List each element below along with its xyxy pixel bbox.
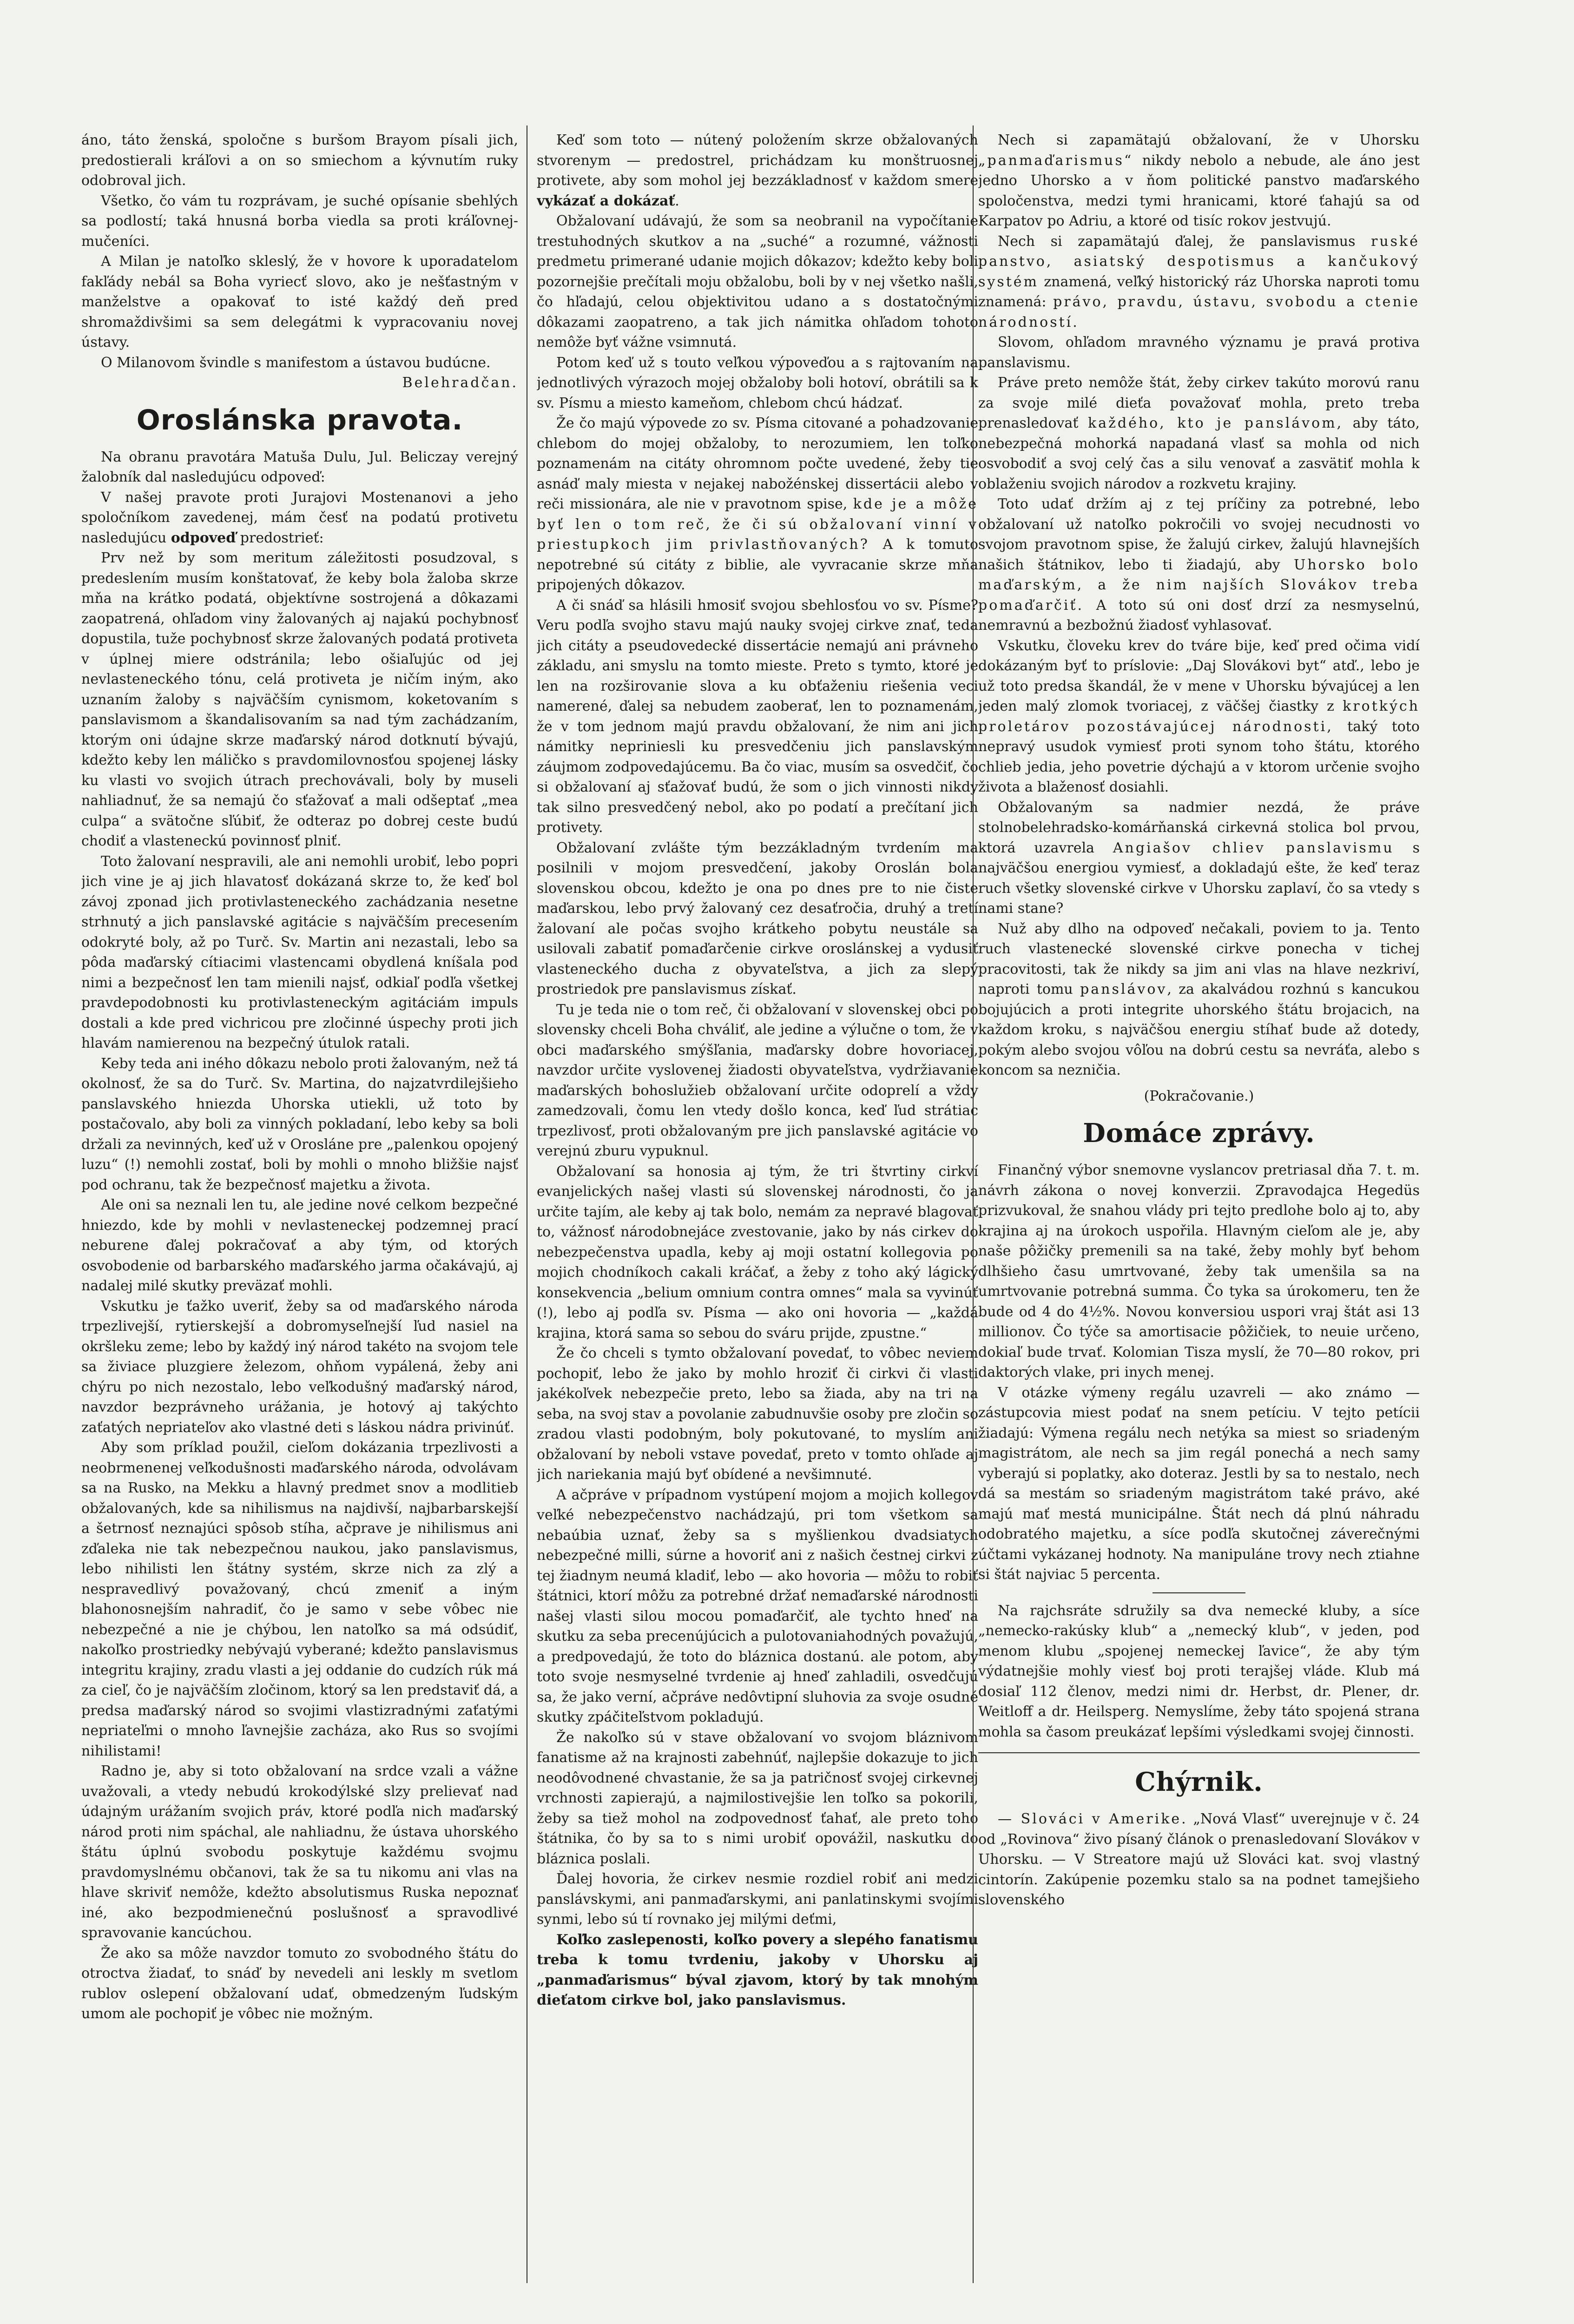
paragraph: A či snáď sa hlásili hmosiť svojou sbehlosťou vo sv. Písme? Veru podľa svojho stavu majú nauky svojej cirkve znať, teda jich citáty a pseudovedecké dissertácie nemajú ani právneho základu, ani smyslu na tomto mieste. Preto s tymto, ktoré je len na rozširovanie slova a ku obťaženiu riešenia veci namerené, ďalej sa nebudem zaoberať, len to poznamenám, že v tom jednom majú pravdu obžalovaní, že nim ani jich námitky nepriniesli ku presvedčeniu jich panslavským záujmom zodpovedajúcemu. Ba čo viac, musím sa osvedčiť, čo si obžalovaní aj sťažovať budú, že som o jich vinnosti nikdy tak silno presvedčený nebol, ako po podatí a prečítaní jich protivety. [537, 597, 978, 836]
emphasis: kde je a môže byť len o tom reč, že či sú obžalovaní vinní v priestupkoch jim privlastňovaných? [537, 496, 978, 553]
text: Nech si zapamätajú ďalej, že panslavismus [998, 233, 1356, 250]
column-right [978, 130, 1420, 2302]
continuation-note: (Pokračovanie.) [1144, 1088, 1254, 1104]
paragraph: A ačpráve v prípadnom vystúpení mojom a mojich kollegov veľké nebezpečenstvo nachádzajú, pri tom všetkom sa nebaúbia uznať, žeby sa s myšlienkou dvadsiatych nebezpečné milli, súrne a hovoriť ani z našich čestnej cirkvi z tej žiadnym neumá kladiť, lebo — ako hovoria — môžu to robiť štátnici, ktorí môžu za potrebné držať nemaďarské národnosti našej vlasti silou mocou pomaďarčiť, ale tychto hneď na skutku za seba precenújúcich a pulotovaniahodných považujú, a predpovedajú, že toto do bláznica dostanú. ale potom, aby toto svoje nesmyselné tvrdenie aj hneď zahladili, osvedčujú sa, že jako verní, ačpráve nedôvtipní sluhovia za svoje osudné skutky zpáčiteľstvom pokladujú. [537, 1486, 978, 1725]
paragraph [978, 494, 1420, 636]
paragraph: V otázke výmeny regálu uzavreli — ako známo — zástupcovia miest podať na snem petíciu. V tejto petícii žiadajú: Výmena regálu nech netýka sa miest so sriadeným magistrátom, ale nech sa jim regál ponechá a nech samy vyberajú si poplatky, ako doteraz. Jestli by sa to nestalo, nech dá sa mestám so sriadeným magistrátom také právo, aké majú mať mestá municipálne. Štát nech dá plnú náhradu odobratého majetku, a síce podľa skutočnej záverečnými účtami vykázanej hodnoty. Na manipuláne trovy nech ztiahne si štát najviac 5 percenta. [978, 1384, 1420, 1583]
text: taký toto nepravý usudok vymiesť proti synom toho štátu, ktorého chlieb jedia, jeho povetrie dýchajú a v ktorom určenie svojho života a blaženosť dosiahli. [978, 718, 1420, 795]
section-headline: Chýrnik. [1135, 1767, 1263, 1797]
author-signature: Belehradčan. [402, 375, 518, 391]
paragraph: Že ako sa môže navzdor tomuto zo svobodného štátu do otroctva žiadať, to snáď by nevedeli ani leskly m svetlom rublov oslepení obžalovaní udať, obmedzeným ľudským umom ale pochopiť je vôbec nie možným. [81, 1945, 518, 2022]
text: . [675, 192, 679, 209]
paragraph: Že čo chceli s tymto obžalovaní povedať, to vôbec neviem pochopiť, lebo že jako by mohlo hroziť či cirkvi či vlasti jakékoľvek nebezpečie preto, lebo sa žiada, aby na tri na seba, na svoj stav a povolanie zabudnuvšie osoby pre zločin so zradou vlasti podobným, boly pokutované, to myslím ani obžalovaní by neboli vstave povedať, preto v tomto ohľade aj jich nariekania majú byť obídené a nevšimnuté. [537, 1345, 978, 1483]
paragraph [978, 373, 1420, 494]
divider [978, 1752, 1420, 1753]
paragraph: Potom keď už s touto veľkou výpoveďou a s rajtovaním na jednotlivých výrazoch mojej obžaloby boli hotoví, obrátili sa k sv. Písmu a miesto kameňom, chlebom chcú hádzať. [537, 354, 978, 411]
paragraph: Ďalej hovoria, že cirkev nesmie rozdiel robiť ani medzi panslávskymi, ani panmaďarskymi, ani panlatinskymi svojími synmi, lebo sú tí rovnako jej milými deťmi, [537, 1871, 978, 1928]
section-headline: Domáce zprávy. [1083, 1118, 1315, 1149]
emphasis: Angiašov chliev panslavismu [1113, 839, 1394, 856]
text: Nuž aby dlho na odpoveď nečakali, poviem to ja. Tento ruch vlastenecké slovenské cirkve ponecha v tichej pracovitosti, tak že nikdy sa jim ani vlas na hlave nezkriví, naproti tomu [978, 920, 1420, 997]
emphasis: právo, pravdu, ústavu, svobodu a ctenie národností. [978, 294, 1420, 330]
paragraph: Na obranu pravotára Matuša Dulu, Jul. Beliczay verejný žalobník dal nasledujúcu odpoveď: [81, 449, 518, 485]
paragraph: Slovom, ohľadom mravného významu je pravá protiva panslavismu. [978, 334, 1420, 371]
emphasis: každého, kto je panslávom, [1088, 415, 1343, 431]
emphasis: ruské panstvo, asiatský despotismus a kančukový systém [978, 233, 1420, 290]
paragraph: Že nakoľko sú v stave obžalovaní vo svojom bláznivom fanatisme až na krajnosti zabehnúť, najlepšie dokazuje to jich neodôvodnené chvastanie, že sa ja patričnosť svojej cirkevnej vrchnosti zapierajú, a najmilostivejšie len toľko sa pokorili, žeby sa tiež mohol na zodpovednosť ťahať, ale preto toho štátnika, čo by sa to s nimi urobiť opovážil, naskutku do bláznica poslali. [537, 1729, 978, 1867]
paragraph [537, 413, 978, 595]
paragraph: Všetko, čo vám tu rozprávam, je suché opísanie sbehlých sa podlostí; taká hnusná borba viedla sa proti kráľovnej-mučeníci. [81, 192, 518, 250]
article-headline: Oroslánska pravota. [136, 403, 463, 436]
divider [1153, 1592, 1245, 1593]
text: „Nová Vlasť“ uverejnuje v č. 24 od „Rovinova“ živo písaný článok o prenasledovaní Slovákov v Uhorsku. — V Streatore majú už Slováci kat. svoj vlastný cintorín. Zakúpenie pozemku stalo sa na podnet tamejšieho slovenského [978, 1811, 1420, 1908]
paragraph: O Milanovom švindle s manifestom a ústavou budúcne. [101, 354, 491, 371]
paragraph: Radno je, aby si toto obžalovaní na srdce vzali a vážne uvažovali, a vtedy nebudú krokodýlské slzy prelievať nad údajným urážaním svojich práv, ktoré podľa nich maďarský národ proti nim spáchal, ale nahliadnu, že ústava uhorského štátu úplnú svobodu poskytuje každému svojmu pravdomyslnému občanovi, tak že sa tu nikomu ani vlas na hlave skriviť nemôže, kdežto absolutismus Ruska nepoznať iné, ako bezpodmienečnú poslušnosť a spravodlivé spravovanie kancúchou. [81, 1763, 518, 1941]
emphasis: — Slováci v Amerike. [998, 1811, 1188, 1827]
text: Toto udať držím aj z tej príčiny za potrebné, lebo obžalovaní už natoľko pokročili vo svojej necudnosti vo svojom pravotnom spise, že žalujú cirkev, žalujú hlavnejších našich štátnikov, lebo ti žiadajú, aby [978, 496, 1420, 573]
text: predostrieť: [240, 529, 324, 546]
paragraph [978, 130, 1420, 231]
emphasis: panslávov [1080, 981, 1167, 997]
paragraph [978, 231, 1420, 333]
text: A k tomuto nepotrebné sú citáty z biblie, ale vyvracanie skrze mňa pripojených dôkazov. [537, 536, 978, 593]
paragraph: Ale oni sa neznali len tu, ale jedine nové celkom bezpečné hniezdo, kde by mohli v nevlasteneckej podzemnej prací neburene ďalej pokračovať a aby tým, od ktorých osvobodenie od barbarského maďarského jarma očakávajú, aj nadalej milé skutky preväzať mohli. [81, 1197, 518, 1294]
text: A toto sú oni dosť drzí za nesmyselnú, nemravnú a bezbožnú žiadosť vyhlasovať. [978, 597, 1420, 634]
paragraph: Finančný výbor snemovne vyslancov pretriasal dňa 7. t. m. návrh zákona o novej konverzii. Zpravodajca Hegedüs prizvukoval, že snahou vlády pri tejto predlohe bolo aj to, aby krajina aj na úrokoch uspořila. Hlavným cieľom ale je, aby naše pôžičky premenili sa na také, žeby mohly byť behom dlhšieho času umrtvované, žeby tak umenšila sa na umrtvovanie potrebná summa. Čo tyka sa úrokomeru, ten že bude od 4 do 4½%. Novou konversiou uspori vraj štát asi 13 millionov. Čo týče sa amortisacie pôžičiek, to neuie určeno, dokiaľ bude trvať. Kolomian Tisza myslí, že 70—80 rokov, pri daktorých vlake, pri inych menej. [978, 1162, 1420, 1380]
paragraph [978, 798, 1420, 919]
paragraph [537, 130, 978, 211]
paragraph: Keby teda ani iného dôkazu nebolo proti žalovaným, než tá okolnosť, že sa do Turč. Sv. Martina, do najzatvrdilejšieho panslavského hniezda Uhorska utiekli, už toto by postačovalo, aby boli za vinných pokladaní, lebo keby sa boli držali za nevinných, keď už v Orosláne pre „palenkou opojený luzu“ (!) nemohli zostať, boli by mohli o mnoho bližšie najsť pod ochranu, tak že bezpečnosť majetku a života. [81, 1055, 518, 1193]
column-left [81, 130, 518, 2302]
text: Nech si zapamätajú obžalovaní, že v Uhorsku [998, 132, 1420, 148]
column-middle [537, 130, 978, 2302]
text: Vskutku, človeku krev do tváre bije, keď pred očima vidí dokázaným byť to príslovie: „Daj Slovákovi byt“ atď., lebo je už toto predsa škandál, že v mene v Uhorsku bývajúcej a len jeden malý zlomok tvoriacej, z väčšej čiastky z [978, 637, 1420, 714]
emphasis: Uhorsko bolo maďarským, a že nim najších Slovákov treba pomaďarčiť. [978, 556, 1420, 614]
paragraph: Prv než by som meritum záležitosti posudzoval, s predeslením musím konštatovať, že keby bola žaloba skrze mňa na krátko podatá, objektívne sostrojená a dôkazami zaopatrená, ohľadom viny žalovaných aj najakú pochybnosť dopustila, tuže pochybnosť skrze žalovaných podatá protiveta v úplnej miere odstránila; lebo ošiaľujúc od jej nevlasteneckého tónu, celá protiveta je ničím iným, ako uznaním žaloby s najväčším cynismom, koketovaním s panslavismom a škandalisovaním sa nad tým zachádzaním, ktorým oni údajne skrze maďarský národ dotknutí bývajú, kdežto keby len máličko s pravdomilovnosťou spojenej lásky ku vlasti vo svojich útrach prechovávali, boly by museli nahliadnuť, že sa nemajú čo sťažovať a mali odšeptať „mea culpa“ a svätočne sľúbiť, že odteraz po dobrej ceste budú chodiť a vlasteneckú povinnosť plniť. [81, 550, 518, 849]
text: V našej pravote proti Jurajovi Mostenanovi a jeho spoločníkom zavedenej, mám česť na podatú protivetu nasledujúcu [81, 489, 518, 546]
emphasis: odpoveď [171, 529, 236, 546]
paragraph: Aby som príklad použil, cieľom dokázania trpezlivosti a neobrmenenej veľkodušnosti maďarského národa, odvolávam sa na Rusko, na Mekku a hlavný predmet snov a modlitieb obžalovaných, kde sa nihilismus na najdivší, najbarbarskejší a šetrnosť neznajúci spôsob stíha, ačprave je nihilismus ani zďaleka nie tak nebezpečnou naukou, jako panslavismus, lebo nihilisti len štátny systém, skrze nich za zlý a nespravedlivý považovaný, chcú zmeniť a iným blahonosnejším nahradiť, čo je samo v sebe vôbec nie nebezpečné a nie je chýbou, len natoľko sa má odsúdiť, nakoľko prostriedky nebývajú vyberané; kdežto panslavismus integritu krajiny, zradu vlasti a jej oddanie do cudzích rúk má za cieľ, čo je najväčším zločinom, ktorý sa len predstaviť dá, a predsa maďarský národ so svojimi vlastizradnými zaťatými nepriateľmi o mnoho ľavnejšie zacháza, ako Rus so svojími nihilistami! [81, 1439, 518, 1759]
paragraph [978, 636, 1420, 798]
text: s najväčšou energiou vymiesť, a dokladajú ešte, že keď teraz ruch všetky slovenské cirkve v Uhorsku zaplaví, čo sa vtedy s nami stane? [978, 839, 1420, 917]
paragraph [978, 919, 1420, 1081]
text: Že čo majú výpovede zo sv. Písma citované a pohadzovanie chlebom do mojej obžaloby, to nerozumiem, len toľko poznamenám na citáty ohromnom počte uvedené, žeby tie asnáď maly miesta v nejakej nabožénskej dissertácii alebo v reči missionára, ale nie v pravotnom spise, [537, 415, 978, 512]
paragraph: Obžalovaní udávajú, že som sa neobranil na vypočítanie trestuhodných skutkov a na „suché“ a rozumné, vážnosti predmetu primerané udanie mojich dôkazov; kdežto keby boli pozornejšie prečítali moju obžalobu, boli by v nej všetko našli, čo hľadajú, celou objektivitou udano a s dostatočnými dôkazami zaopatreno, a tak jich námitka ohľadom tohoto nemôže byť vážne vsimnutá. [537, 213, 978, 350]
paragraph: Tu je teda nie o tom reč, či obžalovaní v slovenskej obci po slovensky chceli Boha chváliť, ale jedine a výlučne o tom, že v obci maďarského smýšľania, maďarsky dobre hovoriacej, navzdor určite vyslovenej žiadosti obyvateľstva, vydržiavanie maďarských bohoslužieb obžalovaní určite odoprelí a vždy zamedzovali, čomu len vtedy došlo konca, keď ľud strátiac trpezlivosť, proti obžalovaným pre jich panslavské agitácie vo verejnú zburu vypuknul. [537, 1001, 978, 1159]
text: Keď som toto — nútený položením skrze obžalovaných stvorenym — predostrel, prichádzam ku monštruosnej protivete, aby som mohol jej bezzákladnosť v každom smere [537, 132, 978, 189]
paragraph: Obžalovaní zvlášte tým bezzákladným tvrdením ma posilnili v mojom presvedčení, jakoby Oroslán bola slovenskou obcou, kdežto je ona po dnes pre to nie čiste maďarskou, lebo prvý žalovaný cez desaťročia, druhý a tretí žalovaní ale počas svojho krátkeho pobytu neustále sa usilovali zabatiť pomaďarčenie cirkve oroslánskej a vydusiť vlasteneckého ducha z obyvateľstva, a jich za slepý prostriedok pre panslavismus získať. [537, 839, 978, 997]
text: Práve preto nemôže štát, žeby cirkev takúto morovú ranu za svoje milé dieťa považovať mohla, preto treba prenasledovať [978, 375, 1420, 431]
text: aby táto, nebezpečná mohorká napadaná vlasť sa mohla od nich osvobodiť a svoj celý čas a silu venovať a zasvätiť mohla k oblaženiu svojich národov a rozkvetu krajiny. [978, 415, 1420, 492]
paragraph: áno, táto ženská, spoločne s buršom Brayom písali jich, predostierali kráľovi a on so smiechom a kývnutím ruky odobroval jich. [81, 132, 518, 189]
paragraph: Na rajchsráte sdružily sa dva nemecké kluby, a síce „nemecko-rakúsky klub“ a „nemecký klub“, v jeden, pod menom klubu „spojenej nemeckej ľavice“, že aby tým výdatnejšie mohly viesť boj proti terajšej vláde. Klub má dosiaľ 112 členov, medzi nimi dr. Herbst, dr. Plener, dr. Weitloff a dr. Heilsperg. Nemyslíme, žeby táto spojená strana mohla sa časom preukázať lepšími výsledkami svojej činnosti. [978, 1602, 1420, 1740]
text: , za akalvádou rozhnú s kancukou bojujúcich a proti integrite uhorského štátu brojacich, na každom kroku, s najväčšou energiu stíhať bude až dotedy, pokým alebo svojou vôľou na dobrú cestu sa nevráťa, alebo s koncom sa nezničia. [978, 981, 1420, 1078]
text: znamená, veľký historický ráz Uhorska naproti tomu znamená: [978, 273, 1420, 310]
paragraph: Obžalovaní sa honosia aj tým, že tri štvrtiny cirkví evanjelických našej vlasti sú slovenskej národnosti, čo ja určite tajím, ale keby aj tak bolo, nemám za nepravé blagovať to, vážnosť národobnejáce zvestovanie, jako by nás cirkev do nebezpečenstva upadla, keby aj moji ostatní kollegovia po mojich chodníkoch cakali kráčať, a žeby z toho aký lágický konsekvencia „belium omnium contra omnes“ mala sa vyvinúť (!), lebo aj podľa sv. Písma — ako oni hovoria — „každá krajina, ktorá sama so sebou do sváru prijde, zpustne.“ [537, 1163, 978, 1341]
emphasis: vykázať a dokázať [537, 192, 675, 209]
text: Obžalovaným sa nadmier nezdá, že práve stolnobelehradsko-komárňanská cirkevná stolica bol prvou, ktorá uzavrela [978, 799, 1420, 856]
paragraph: Koľko zaslepenosti, koľko povery a slepého fanatismu treba k tomu tvrdeniu, jakoby v Uhorsku aj „panmaďarismus“ býval zjavom, ktorý by tak mnohým dieťatom cirkve bol, jako panslavismus. [537, 1931, 978, 2008]
paragraph: A Milan je natoľko skleslý, že v hovore k uporadatelom fakľády nebál sa Boha vyriecť slovo, ako je nešťastným v manželstve a opakovať to isté každý deň pred shromaždivšimi sa sem delegátmi k vypracovaniu novej ústavy. [81, 253, 518, 350]
paragraph [81, 488, 518, 548]
paragraph: Toto žalovaní nespravili, ale ani nemohli urobiť, lebo popri jich vine je aj jich hlavatosť dokázaná skrze to, že keď bol závoj zponad jich protivlasteneckého zachádzania nesetne strhnutý a jich panslavské agitácie s najväčším precesením odokryté boly, až po Turč. Sv. Martin ani nezastali, lebo sa pôda maďarský cítiacimi vlastencami obydlená kníšala pod nimi a bezpečnosť len tam mienili najsť, odkiaľ podľa všetkej pravdepodobnosti ku protivlasteneckým agitáciám impuls dostali a kde pred vichricou pre zločinné úspechy proti jich hlavám namierenou na bezpečný útulok ratali. [81, 853, 518, 1051]
paragraph: Vskutku je ťažko uveriť, žeby sa od maďarského národa trpezlivejší, rytierskejší a dobromyseľnejší ľud nasiel na okršleku zeme; lebo by každý iný národ takéto na svojom tele sa živiace pluzgiere železom, ohňom vypálená, žeby ani chýru po nich nezostalo, lebo veľkodušný maďarský národ, navzdor bezprávneho urážania, je hotový aj takýchto zaťatých nepriateľov ako vlastné deti s láskou nádra privinúť. [81, 1298, 518, 1436]
emphasis: krotkých proletárov pozostávajúcej národnosti, [978, 698, 1420, 735]
paragraph [978, 1809, 1420, 1910]
text: nikdy nebolo a nebude, ale áno jest jedno Uhorsko a v ňom politické panstvo maďarského spoločenstva, medzi tymi hranicami, ktoré ťahajú sa od Karpatov po Adriu, a ktoré od tisíc rokov jestvujú. [978, 152, 1420, 229]
emphasis: „panmaďarismus“ [978, 152, 1133, 169]
